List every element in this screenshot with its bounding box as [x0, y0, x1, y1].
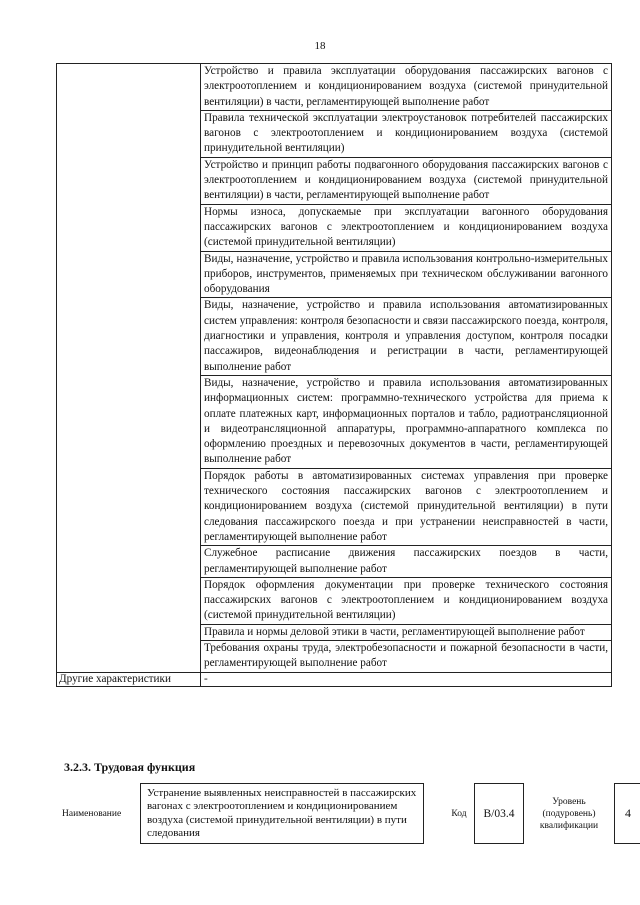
section-heading: 3.2.3. Трудовая функция [64, 760, 196, 774]
requirement-text: Порядок работы в автоматизированных системах управления при проверке технического состояния пассажирских вагонов с электроотоплением и кондиционированием воздуха (системой принудительной вентиляции) в пути следования пассажирского поезда и при устранении неисправностей в части, регламентирующей выполнение работ [201, 468, 612, 545]
requirement-text: Виды, назначение, устройство и правила использования автоматизированных систем управления: контроля безопасности и связи пассажирского поезда, контроля, диагностики и управления, контроля и управления доступом, контроля посадки пассажиров, видеонаблюдения и регистрации в части, регламентирующей выполнение работ [201, 298, 612, 375]
function-name: Устранение выявленных неисправностей в пассажирских вагонах с электроотоплением и кондиционированием воздуха (системой принудительной вентиляции) в пути следования [140, 783, 424, 844]
requirement-text: Служебное расписание движения пассажирских поездов в части, регламентирующей выполнение работ [201, 546, 612, 578]
qualification-level-value: 4 [614, 783, 640, 844]
requirement-text: Виды, назначение, устройство и правила использования автоматизированных информационных систем: программно-технического устройства для приема к оплате платежных карт, информационных порталов и табло, радиотрансляционной и видеотрансляционной аппаратуры, программно-аппаратного комплекса по оформлению проездных и перевозочных документов в части, регламентирующей выполнение работ [201, 375, 612, 468]
labor-function-table [56, 783, 640, 844]
other-characteristics-value: - [201, 672, 612, 686]
qualification-level-label: Уровень (подуровень) квалификации [539, 796, 599, 831]
requirement-text: Правила и нормы деловой этики в части, регламентирующей выполнение работ [201, 624, 612, 640]
other-characteristics-row [57, 672, 612, 686]
requirement-text: Виды, назначение, устройство и правила использования контрольно-измерительных приборов, инструментов, применяемых при техническом обслуживании вагонного оборудования [201, 251, 612, 298]
code-label: Код [451, 808, 467, 819]
requirement-text: Требования охраны труда, электробезопасности и пожарной безопасности в части, регламентирующей выполнение работ [201, 640, 612, 672]
requirement-text: Устройство и правила эксплуатации оборудования пассажирских вагонов с электроотоплением и кондиционированием воздуха (системой принудительной вентиляции) в части, регламентирующей выполнение работ [201, 64, 612, 111]
requirement-text: Порядок оформления документации при проверке технического состояния пассажирских вагонов с электроотоплением и кондиционированием воздуха (системой принудительной вентиляции) [201, 577, 612, 624]
code-value: B/03.4 [474, 783, 524, 844]
requirements-table [56, 63, 612, 687]
row-label-cell [57, 64, 201, 673]
page-number: 18 [314, 40, 326, 52]
requirement-text: Правила технической эксплуатации электроустановок потребителей пассажирских вагонов с электроотоплением и кондиционированием воздуха (системой принудительной вентиляции) [201, 110, 612, 157]
requirement-text: Устройство и принцип работы подвагонного оборудования пассажирских вагонов с электроотоплением и кондиционированием воздуха (системой принудительной вентиляции) в части, регламентирующей выполнение работ [201, 157, 612, 204]
name-label: Наименование [62, 808, 122, 819]
table-row [57, 64, 612, 111]
other-characteristics-label: Другие характеристики [57, 672, 201, 686]
requirement-text: Нормы износа, допускаемые при эксплуатации вагонного оборудования пассажирских вагонов с электроотоплением и кондиционированием воздуха (системой принудительной вентиляции) [201, 204, 612, 251]
